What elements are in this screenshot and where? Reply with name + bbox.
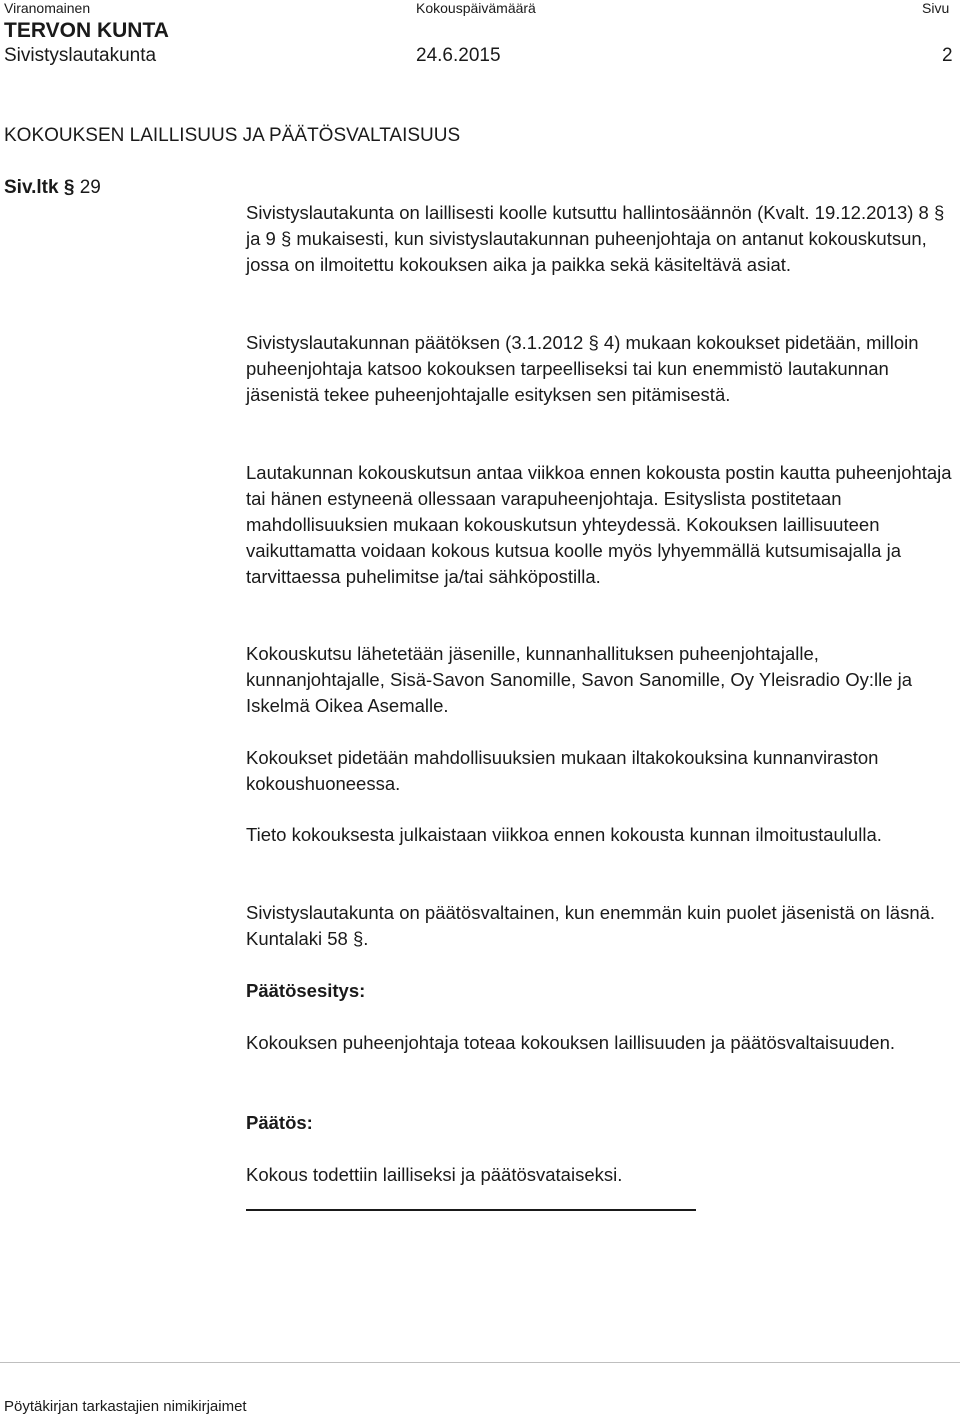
paragraph-3: Lautakunnan kokouskutsun antaa viikkoa ennen kokousta postin kautta puheenjohtaja tai hänen estyneenä ollessaan varapuheenjohtaja. Esityslista postitetaan mahdollisuuksien mukaan kokouskutsun yhteydessä. Kokouksen laillisuuteen vaikuttamatta voidaan kokous kutsua koolle myös lyhyemmällä kutsumisajalla ja tarvittaessa puhelimitse ja/tai sähköpostilla. <box>246 462 952 587</box>
meeting-date: 24.6.2015 <box>416 45 501 66</box>
document-title: KOKOUKSEN LAILLISUUS JA PÄÄTÖSVALTAISUUS <box>4 125 461 146</box>
paragraph-4: Kokouskutsu lähetetään jäsenille, kunnanhallituksen puheenjohtajalle, kunnanjohtajalle, Sisä-Savon Sanomille, Savon Sanomille, Oy Yleisradio Oy:lle ja Iskelmä Oikea Asemalle. <box>246 643 913 716</box>
header-label-authority: Viranomainen <box>4 0 91 16</box>
header-label-date: Kokouspäivämäärä <box>416 0 536 16</box>
section-sign: § <box>63 177 75 198</box>
proposal-heading: Päätösesitys: <box>246 980 366 1001</box>
signature-label: Pöytäkirjan tarkastajien nimikirjaimet <box>4 1398 247 1415</box>
page-number: 2 <box>942 45 953 66</box>
paragraph-5: Kokoukset pidetään mahdollisuuksien mukaan iltakokouksina kunnanviraston kokoushuoneessa. <box>246 747 879 794</box>
section-number: 29 <box>79 177 101 198</box>
footer-divider <box>0 1362 960 1363</box>
body-name: Sivistyslautakunta <box>4 45 157 66</box>
decision-heading: Päätös: <box>246 1112 313 1133</box>
paragraph-2: Sivistyslautakunnan päätöksen (3.1.2012 § 4) mukaan kokoukset pidetään, milloin puheenjohtaja katsoo kokouksen tarpeelliseksi tai kun enemmistö lautakunnan jäsenistä tekee puheenjohtajalle esityksen sen pitämisestä. <box>246 332 919 405</box>
section-prefix: Siv.ltk <box>4 177 59 198</box>
decision-text: Kokous todettiin lailliseksi ja päätösvataiseksi. <box>246 1164 623 1185</box>
organization-name: TERVON KUNTA <box>4 19 169 42</box>
closing-rule <box>246 1209 696 1211</box>
proposal-text: Kokouksen puheenjohtaja toteaa kokouksen laillisuuden ja päätösvaltaisuuden. <box>246 1032 895 1053</box>
paragraph-1: Sivistyslautakunta on laillisesti koolle kutsuttu hallintosäännön (Kvalt. 19.12.2013) 8 § ja 9 § mukaisesti, kun sivistyslautakunnan puheenjohtaja on antanut kokouskutsun, jossa on ilmoitettu kokouksen aika ja paikka sekä käsiteltävä asiat. <box>246 202 945 275</box>
section-reference <box>4 176 101 200</box>
paragraph-6: Tieto kokouksesta julkaistaan viikkoa ennen kokousta kunnan ilmoitustaululla. <box>246 824 882 845</box>
paragraph-7: Sivistyslautakunta on päätösvaltainen, kun enemmän kuin puolet jäsenistä on läsnä. Kuntalaki 58 §. <box>246 902 936 949</box>
header-label-page: Sivu <box>922 0 950 16</box>
